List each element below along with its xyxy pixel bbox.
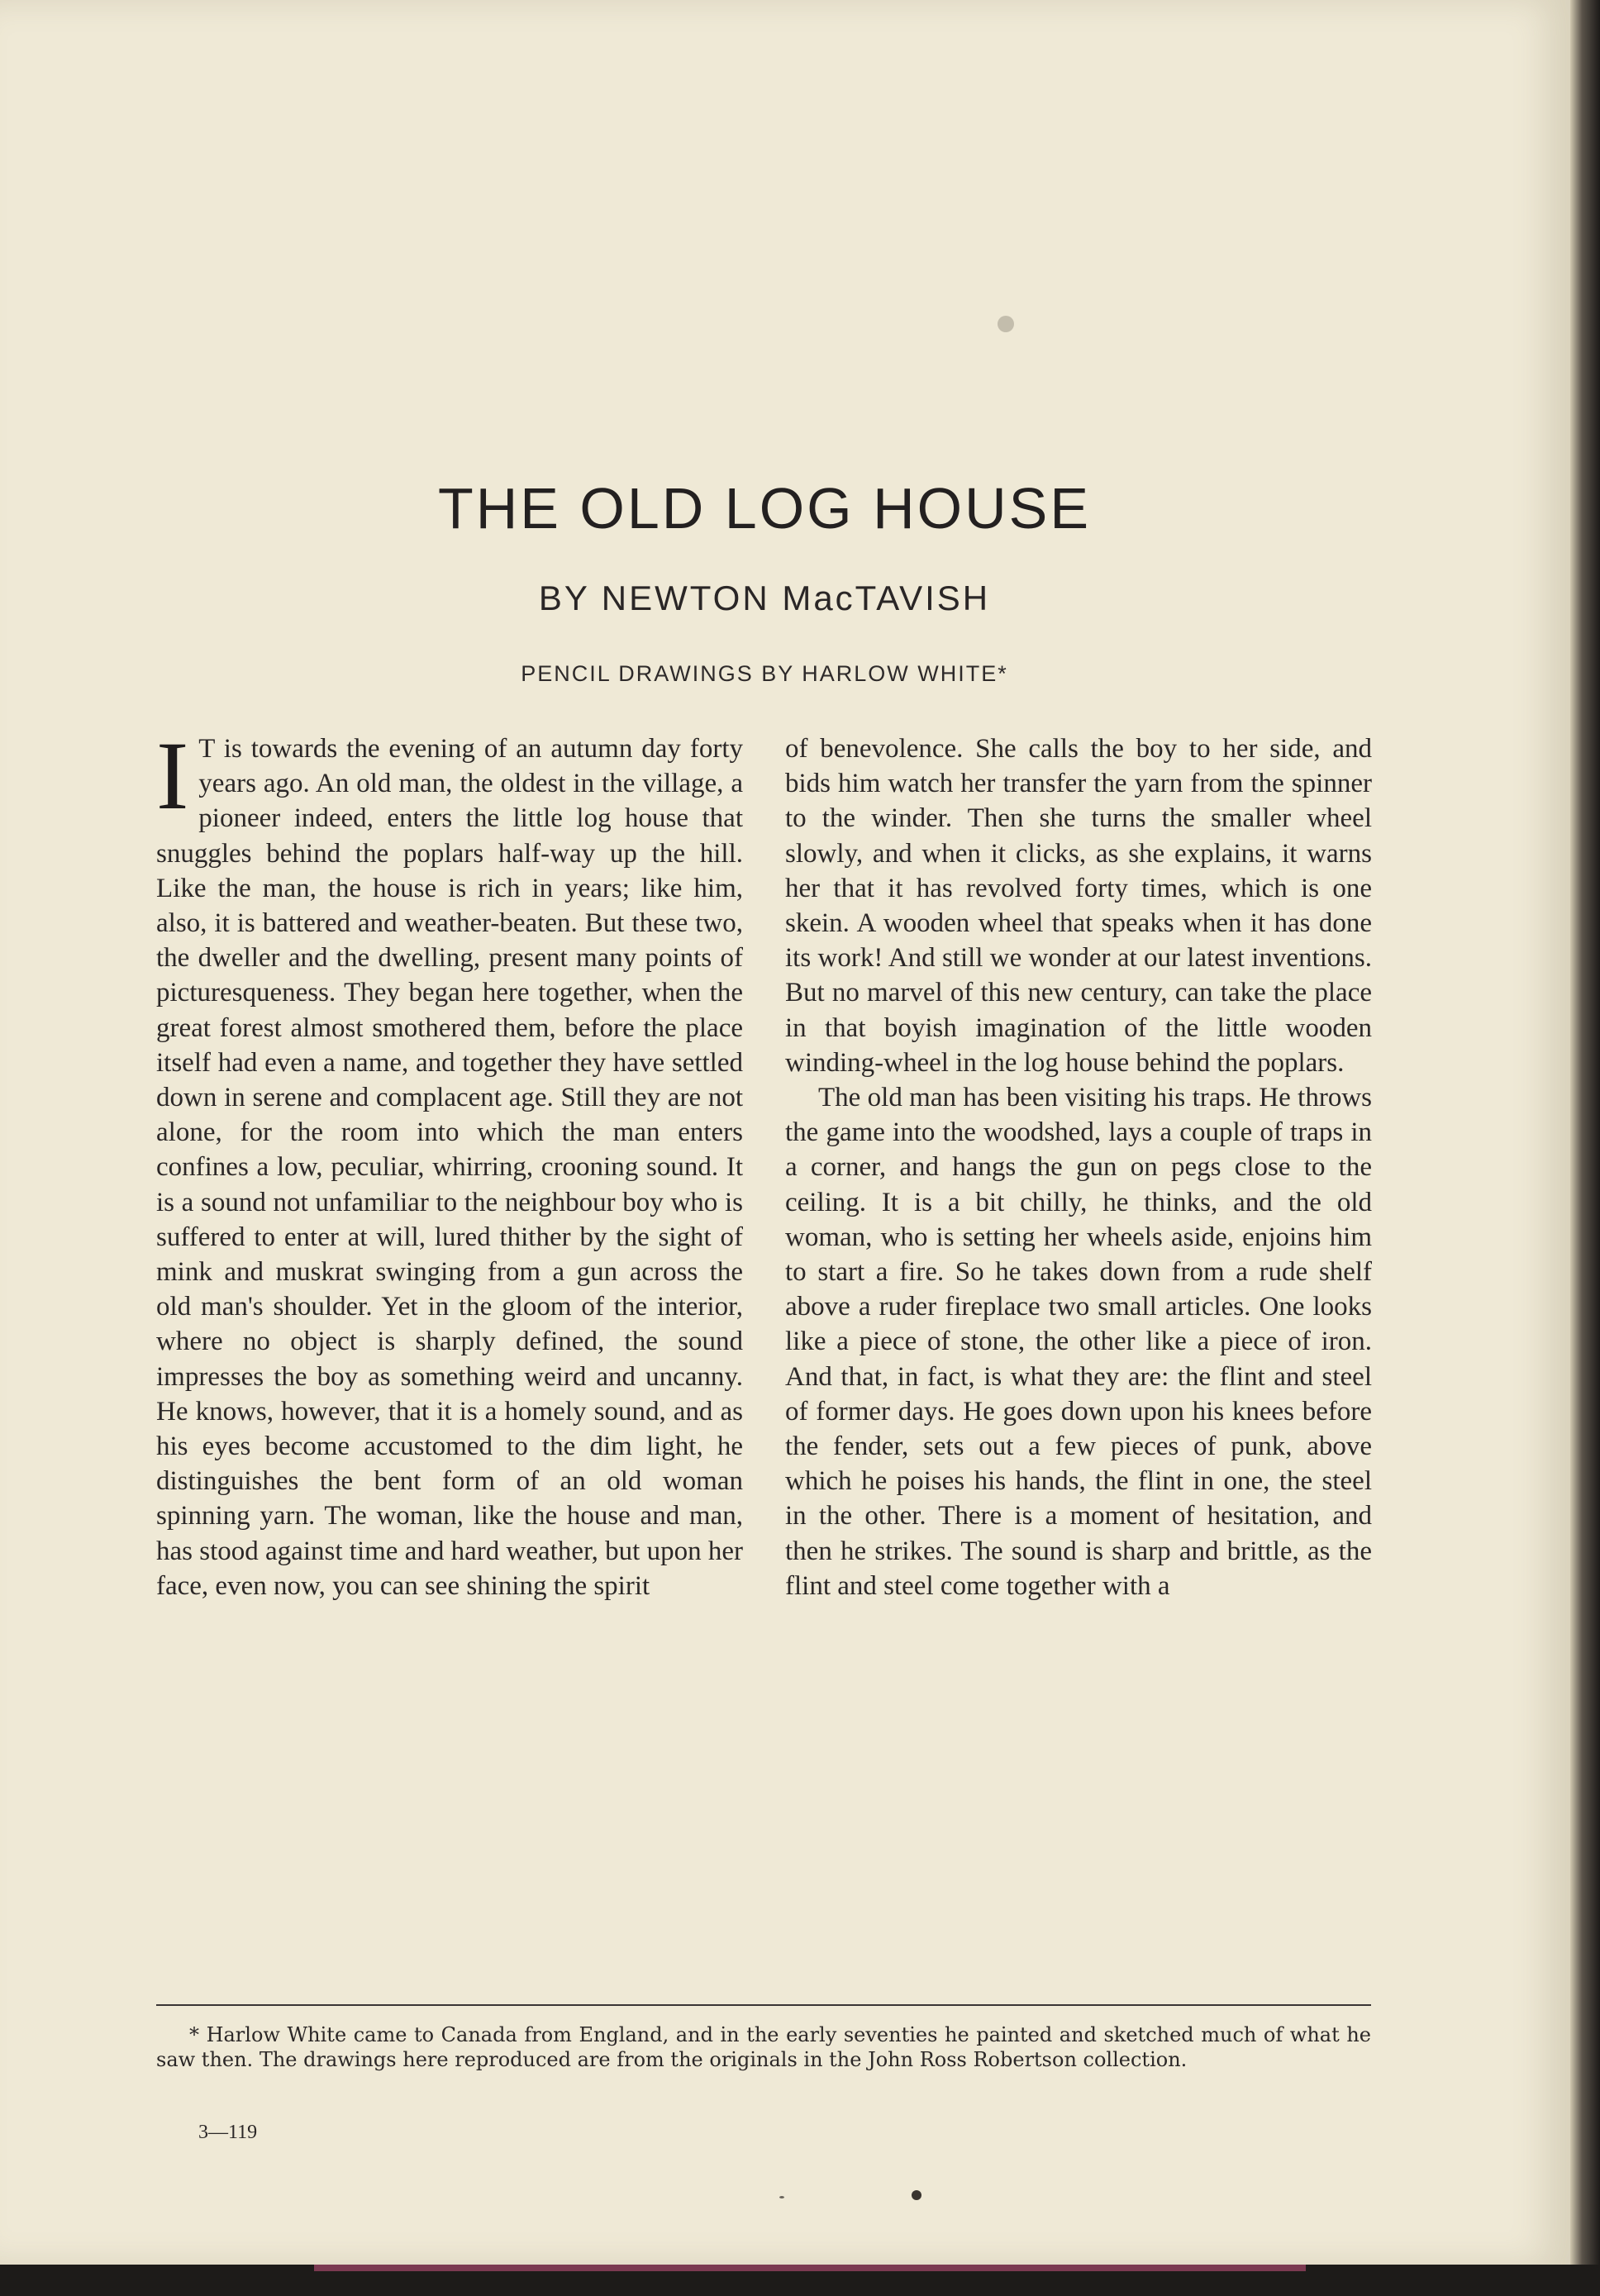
paragraph-text: T is towards the evening of an autumn day forty years ago. An old man, the oldest in the village, a pioneer indeed, enters the little log house that snuggles behind the poplars half-way up the hill. Like the man, the house is rich in years; like him, also, it is battered and weather-beaten. But these two, the dweller and the dwelling, present many points of picturesqueness. They began here together, when the great forest almost smothered them, before the place itself had even a name, and together they have settled down in serene and complacent age. Still they are not alone, for the room into which the man enters confines a low, peculiar, whirring, crooning sound. It is a sound not unfamiliar to the neighbour boy who is suffered to enter at will, lured thither by the sight of mink and muskrat swinging from a gun across the old man's shoulder. Yet in the gloom of the interior, where no object is sharply defined, the sound impresses the boy as something weird and uncanny. He knows, however, that it is a homely sound, and as his eyes become accustomed to the dim light, he distinguishes the bent form of an old woman spinning yarn. The woman, like the house and man, has stood against time and hard weather, but upon her face, even now, you can see shining the spirit [156,734,743,1601]
paragraph: The old man has been visiting his traps. He throws the game into the woodshed, lays a couple of traps in a corner, and hangs the gun on pegs close to the ceiling. It is a bit chilly, he thinks, and the old woman, who is setting her wheels aside, enjoins him to start a fire. So he takes down from a rude shelf above a ruder fireplace two small articles. One looks like a piece of stone, the other like a piece of iron. And that, in fact, is what they are: the flint and steel of former days. He goes down upon his knees before the fender, sets out a few pieces of punk, above which he poises his hands, the flint in one, the steel in the other. There is a moment of hesitation, and then he strikes. The sound is sharp and brittle, as the flint and steel come together with a [785,1083,1372,1601]
paragraph [156,722,743,1603]
book-spine [1570,0,1600,2296]
paper-speck [998,316,1014,332]
paper-speck [779,2196,784,2198]
page-number: 3—119 [198,2122,258,2143]
page-edge-stain [314,2265,1306,2271]
text-column-left [156,722,743,1603]
footnote [156,2022,1371,2072]
footnote-divider [156,2004,1371,2006]
footnote-text: * Harlow White came to Canada from England, and in the early seventies he painted and sketched much of what he saw then. The drawings here reproduced are from the originals in the John Ross Robertson collection. [156,2023,1371,2071]
paper-speck [912,2190,921,2200]
drawings-credit: PENCIL DRAWINGS BY HARLOW WHITE* [521,661,1008,686]
article-title: THE OLD LOG HOUSE [437,476,1092,541]
article-byline: BY NEWTON MacTAVISH [538,579,991,617]
text-column-right [785,731,1372,1603]
drop-cap: I [156,722,189,830]
page-bottom-edge [0,2265,1600,2296]
paragraph: of benevolence. She calls the boy to her side, and bids him watch her transfer the yarn from the spinner to the winder. Then she turns the smaller wheel slowly, and when it clicks, as she explains, it warns her that it has revolved forty times, which is one skein. A wooden wheel that speaks when it has done its work! And still we wonder at our latest inventions. But no marvel of this new century, can take the place in that boyish imagination of the little wooden winding-wheel in the log house behind the poplars. [785,734,1372,1078]
